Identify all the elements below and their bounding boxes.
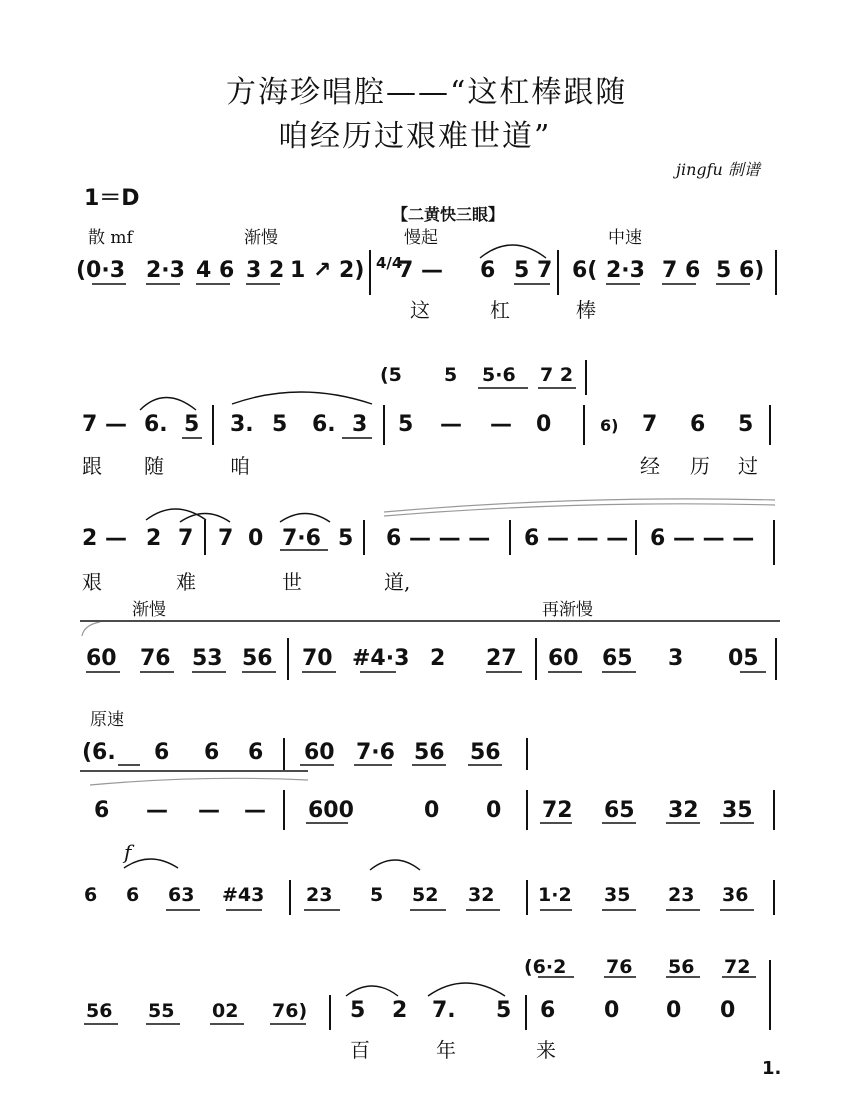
note-group: 35	[604, 884, 631, 906]
note-group: 76)	[272, 1000, 308, 1022]
lyric: 世	[282, 570, 302, 594]
note-group: 0	[424, 798, 440, 823]
note-group: (6.	[82, 740, 116, 765]
note-group: 6	[540, 998, 556, 1023]
note-group: —	[198, 798, 220, 823]
note-group: 6.	[144, 412, 168, 437]
lyric: 杠	[490, 298, 510, 322]
tempo-mark: 渐慢	[244, 228, 278, 248]
note-group: 7 —	[82, 412, 127, 437]
note-group: 05	[728, 646, 759, 671]
note-group: 6	[154, 740, 170, 765]
note-group: 5	[370, 884, 384, 906]
title-line2: 咱经历过艰难世道”	[278, 119, 552, 154]
note-group: 23	[668, 884, 695, 906]
note-group: 6)	[600, 416, 619, 435]
accomp-note: 56	[668, 956, 695, 978]
note-group: (0·3	[76, 258, 126, 283]
note-group: 6	[248, 740, 264, 765]
note-group: 0	[486, 798, 502, 823]
note-group: 3	[352, 412, 368, 437]
note-group: 53	[192, 646, 223, 671]
note-group: 76	[140, 646, 171, 671]
note-group: #43	[222, 884, 265, 906]
lyric: 艰	[82, 570, 102, 594]
accomp-note: 72	[724, 956, 751, 978]
line6-bars	[284, 790, 774, 830]
note-group: 6.	[312, 412, 336, 437]
tempo-mark: 再渐慢	[542, 600, 593, 620]
accomp-note: 76	[606, 956, 633, 978]
note-group: 36	[722, 884, 749, 906]
lyric: 咱	[230, 454, 250, 478]
note-group: 6	[84, 884, 98, 906]
note-group: 60	[86, 646, 117, 671]
lyric: 来	[536, 1038, 556, 1062]
accomp-note: 7 2	[540, 364, 574, 386]
lyric: 跟	[82, 454, 102, 478]
note-group: 5	[398, 412, 414, 437]
note-group: 4 6	[196, 258, 235, 283]
lyric: 随	[144, 454, 164, 478]
note-group: 2·3	[146, 258, 185, 283]
section-label: 【二黄快三眼】	[392, 205, 505, 224]
note-group: 5 7	[514, 258, 553, 283]
note-group: 5	[350, 998, 366, 1023]
note-group: 32	[668, 798, 699, 823]
note-group: 6	[690, 412, 706, 437]
note-group: 7	[642, 412, 658, 437]
lyric: 百	[350, 1038, 370, 1062]
note-group: 1·2	[538, 884, 572, 906]
note-group: 7·6	[356, 740, 395, 765]
note-group: 0	[604, 998, 620, 1023]
note-group: #4·3	[352, 646, 410, 671]
note-group: 35	[722, 798, 753, 823]
note-group: 7.	[432, 998, 456, 1023]
note-group: 65	[602, 646, 633, 671]
note-group: 0	[248, 526, 264, 551]
note-group: 5	[272, 412, 288, 437]
lyric: 难	[176, 570, 196, 594]
dynamic-mark: f	[124, 840, 132, 864]
note-group: 600	[308, 798, 354, 823]
note-group: —	[244, 798, 266, 823]
note-group: 2·3	[606, 258, 645, 283]
note-group: 32	[468, 884, 495, 906]
note-group: 52	[412, 884, 439, 906]
accomp-note: 5·6	[482, 364, 516, 386]
title-line1: 方海珍唱腔——“这杠棒跟随	[226, 75, 628, 110]
note-group: 3.	[230, 412, 254, 437]
author-credit: jingfu 制谱	[676, 160, 760, 179]
time-signature: 4/4	[376, 254, 403, 272]
note-group: 56	[86, 1000, 113, 1022]
lyric: 年	[436, 1038, 456, 1062]
note-group: 7	[178, 526, 194, 551]
note-group: —	[440, 412, 462, 437]
note-group: 7 —	[398, 258, 443, 283]
lyric: 经	[640, 454, 660, 478]
note-group: 6(	[572, 258, 598, 283]
note-group: 5	[338, 526, 354, 551]
accomp-note: 5	[444, 364, 458, 386]
note-group: 72	[542, 798, 573, 823]
note-group: 7	[218, 526, 234, 551]
note-group: 60	[304, 740, 335, 765]
accomp-note: (5	[380, 364, 402, 386]
note-group: 02	[212, 1000, 239, 1022]
lyric: 棒	[576, 298, 596, 322]
note-group: 60	[548, 646, 579, 671]
note-group: 6	[94, 798, 110, 823]
lyric: 道,	[384, 570, 411, 594]
note-group: 1 ↗ 2)	[290, 258, 365, 283]
note-group: 3	[668, 646, 684, 671]
note-group: 56	[414, 740, 445, 765]
note-group: 5	[496, 998, 512, 1023]
lyric: 这	[410, 298, 430, 322]
note-group: 0	[720, 998, 736, 1023]
note-group: 56	[470, 740, 501, 765]
note-group: 0	[536, 412, 552, 437]
note-group: 6 — — —	[650, 526, 755, 551]
note-group: 6	[480, 258, 496, 283]
note-group: 56	[242, 646, 273, 671]
lyric: 历	[690, 454, 710, 478]
note-group: 6	[204, 740, 220, 765]
note-group: —	[490, 412, 512, 437]
note-group: 3 2	[246, 258, 285, 283]
lyric: 过	[738, 454, 758, 478]
tempo-mark: 慢起	[404, 228, 438, 248]
note-group: 6 — — —	[386, 526, 491, 551]
tempo-mark: 中速	[608, 228, 642, 248]
note-group: 7·6	[282, 526, 321, 551]
note-group: 2	[392, 998, 408, 1023]
note-group: 5	[738, 412, 754, 437]
note-group: 6 — — —	[524, 526, 629, 551]
note-group: 55	[148, 1000, 175, 1022]
note-group: 7 6	[662, 258, 701, 283]
note-group: 2	[430, 646, 446, 671]
note-group: 6	[126, 884, 140, 906]
note-group: 0	[666, 998, 682, 1023]
note-group: 65	[604, 798, 635, 823]
key-signature: 1＝D	[84, 186, 140, 211]
tempo-mark: 原速	[90, 710, 124, 730]
note-group: 5	[184, 412, 200, 437]
accomp-note: (6·2	[524, 956, 567, 978]
tempo-mark: 散 mf	[88, 228, 133, 248]
note-group: 2	[146, 526, 162, 551]
note-group: 70	[302, 646, 333, 671]
tempo-mark: 渐慢	[132, 600, 166, 620]
note-group: 23	[306, 884, 333, 906]
note-group: 2 —	[82, 526, 127, 551]
note-group: 5 6)	[716, 258, 765, 283]
note-group: 27	[486, 646, 517, 671]
page-number: 1.	[762, 1058, 782, 1079]
note-group: 63	[168, 884, 195, 906]
note-group: —	[146, 798, 168, 823]
